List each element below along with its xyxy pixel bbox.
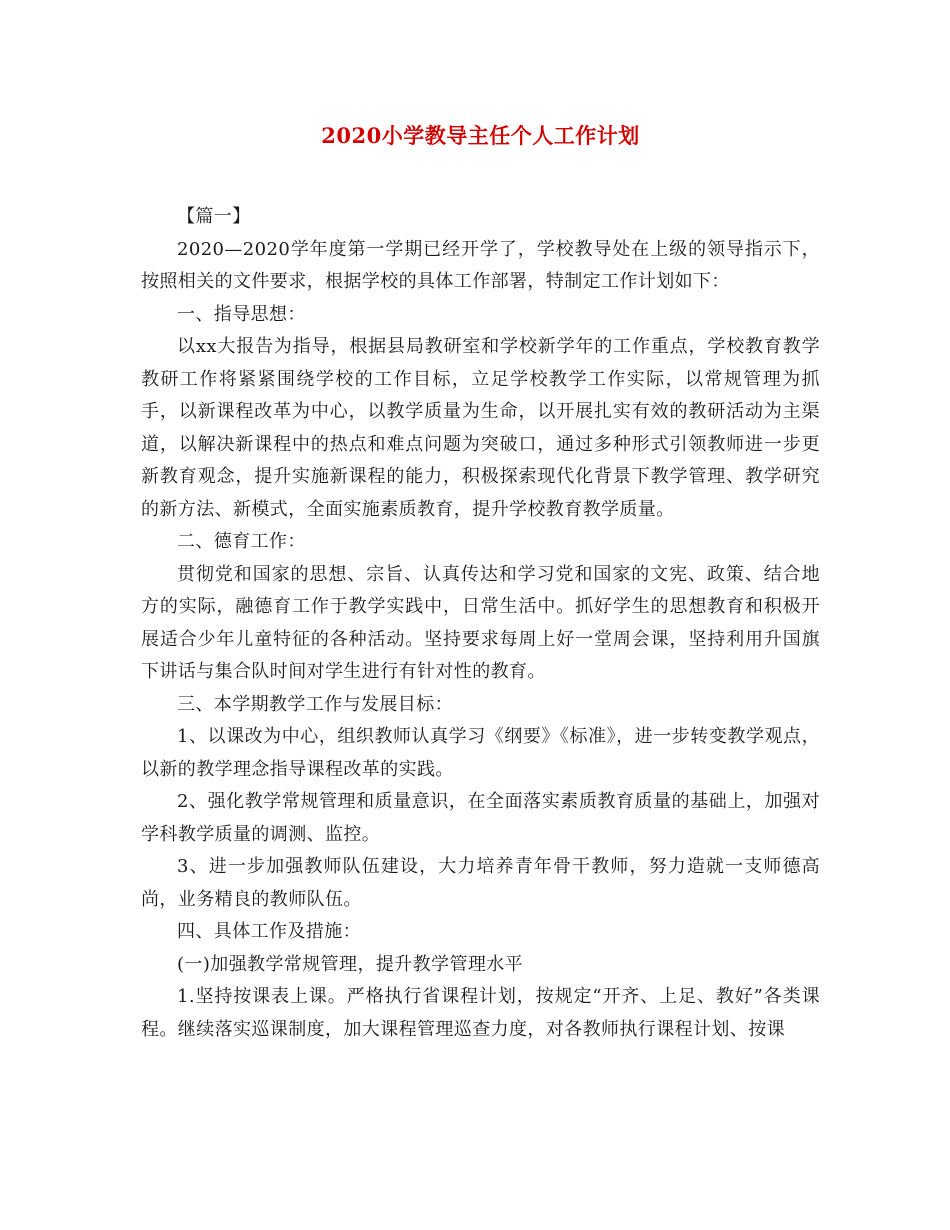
section-heading-guiding-ideology: 一、指导思想：: [177, 303, 306, 325]
moral-education-paragraph: 贯彻党和国家的思想、宗旨、认真传达和学习党和国家的文宪、政策、结合地方的实际，融德育工作于教学实践中，日常生活中。抓好学生的思想教育和积极开展适合少年儿童特征的各种活动。坚持要求每周上好一堂周会课，坚持利用升国旗下讲话与集合队时间对学生进行有针对性的教育。: [141, 563, 820, 682]
document-title: 2020小学教导主任个人工作计划: [321, 123, 640, 148]
section-heading-moral-education: 二、德育工作：: [177, 531, 306, 552]
guiding-ideology-paragraph: 以xx大报告为指导，根据县局教研室和学校新学年的工作重点，学校教育教学教研工作将紧紧围绕学校的工作目标，立足学校教学工作实际，以常规管理为抓手，以新课程改革为中心，以教学质量为生命，以开展扎实有效的教研活动为主渠道，以解决新课程中的热点和难点问题为突破口，通过多种形式引领教师进一步更新教育观念，提升实施新课程的能力，积极探索现代化背景下教学管理、教学研究的新方法、新模式，全面实施素质教育，提升学校教育教学质量。: [141, 336, 820, 520]
subsection-heading-routine-management: (一)加强教学常规管理，提升教学管理水平: [177, 953, 524, 975]
section-heading-teaching-goals: 三、本学期教学工作与发展目标：: [177, 693, 453, 715]
goal-item-3: 3、进一步加强教师队伍建设，大力培养青年骨干教师，努力造就一支师德高尚，业务精良的教师队伍。: [141, 856, 820, 910]
document-body: [141, 201, 820, 1046]
section-heading-part-one: 【篇一】: [177, 206, 251, 227]
goal-item-2: 2、强化教学常规管理和质量意识，在全面落实素质教育质量的基础上，加强对学科教学质量的调测、监控。: [141, 791, 820, 845]
goal-item-1: 1、以课改为中心，组织教师认真学习《纲要》《标准》，进一步转变教学观点，以新的教学理念指导课程改革的实践。: [141, 726, 820, 780]
intro-paragraph: 2020—2020学年度第一学期已经开学了，学校教导处在上级的领导指示下，按照相关的文件要求，根据学校的具体工作部署，特制定工作计划如下：: [141, 238, 820, 292]
section-heading-measures: 四、具体工作及措施：: [177, 921, 361, 942]
measure-item-1: 1.坚持按课表上课。严格执行省课程计划，按规定“开齐、上足、教好”各类课程。继续落实巡课制度，加大课程管理巡查力度，对各教师执行课程计划、按课: [141, 986, 820, 1040]
